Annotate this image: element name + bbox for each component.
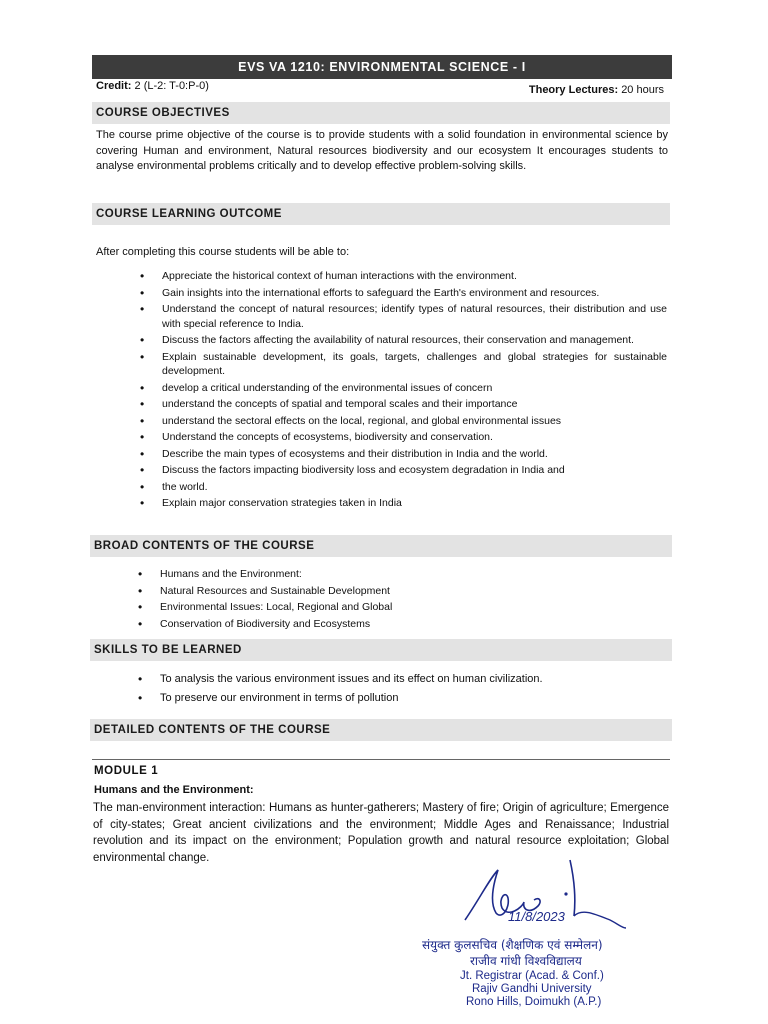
section-heading-skills: SKILLS TO BE LEARNED — [90, 639, 672, 661]
module-text: The man-environment interaction: Humans as hunter-gatherers; Mastery of fire; Origin of agriculture; Emergence of city-states; Great ancient civilizations and the environment; Middle Ages and Renaissance; Industrial revolution and its impact on the environment; Population growth and natural resource exploitation; Global environmental change. — [93, 802, 669, 864]
credit-label: Credit: — [96, 80, 132, 92]
list-item: • develop a critical understanding of the environmental issues of concern — [140, 381, 667, 396]
outcome-list — [140, 269, 667, 513]
list-item: • Environmental Issues: Local, Regional and Global — [138, 599, 658, 616]
list-item: • Describe the main types of ecosystems and their distribution in India and the world. — [140, 447, 667, 462]
list-item: • the world. — [140, 480, 667, 495]
seal-registrar-title: Jt. Registrar (Acad. & Conf.) — [460, 970, 604, 982]
seal-address: Rono Hills, Doimukh (A.P.) — [466, 996, 602, 1008]
divider — [92, 759, 670, 760]
section-heading-detailed-contents: DETAILED CONTENTS OF THE COURSE — [90, 719, 672, 741]
credit-line — [96, 80, 209, 92]
credit-value: 2 (L-2: T-0:P-0) — [134, 80, 209, 92]
list-item: • Gain insights into the international efforts to safeguard the Earth's environment and resources. — [140, 286, 667, 301]
theory-lectures-line — [529, 84, 664, 96]
module-title: MODULE 1 — [94, 765, 159, 777]
objectives-text: The course prime objective of the course is to provide students with a solid foundation in environmental science by covering Human and environment, Natural resources biodiversity and our ecosystem It encourages students to analyse environmental problems critically and to develop effective problem-solving skills. — [96, 129, 668, 172]
course-title: EVS VA 1210: ENVIRONMENTAL SCIENCE - I — [238, 60, 526, 74]
list-item: • Explain major conservation strategies taken in India — [140, 496, 667, 511]
theory-value: 20 hours — [621, 84, 664, 96]
list-item: • Explain sustainable development, its goals, targets, challenges and global strategies for sustainable development. — [140, 350, 667, 379]
list-item: • Understand the concept of natural resources; identify types of natural resources, their distribution and use with special reference to India. — [140, 302, 667, 331]
seal-hindi-title: संयुक्त कुलसचिव (शैक्षणिक एवं सम्मेलन) — [422, 938, 603, 952]
broad-contents-list — [138, 566, 658, 632]
list-item: • To analysis the various environment issues and its effect on human civilization. — [138, 670, 668, 689]
course-title-bar — [92, 55, 672, 79]
section-heading-broad-contents: BROAD CONTENTS OF THE COURSE — [90, 535, 672, 557]
list-item: • Discuss the factors affecting the availability of natural resources, their conservation and management. — [140, 333, 667, 348]
module-subtitle: Humans and the Environment: — [94, 784, 254, 796]
list-item: • To preserve our environment in terms of pollution — [138, 689, 668, 708]
list-item: • Appreciate the historical context of human interactions with the environment. — [140, 269, 667, 284]
list-item: • understand the sectoral effects on the local, regional, and global environmental issues — [140, 414, 667, 429]
list-item: • Conservation of Biodiversity and Ecosystems — [138, 616, 658, 633]
registrar-signature-block — [420, 858, 680, 1018]
section-heading-objectives: COURSE OBJECTIVES — [92, 102, 670, 124]
list-item: • Natural Resources and Sustainable Development — [138, 583, 658, 600]
signature-date: 11/8/2023 — [508, 909, 565, 924]
seal-university-name: Rajiv Gandhi University — [472, 983, 592, 995]
seal-hindi-university: राजीव गांधी विश्वविद्यालय — [470, 954, 582, 968]
list-item: • understand the concepts of spatial and temporal scales and their importance — [140, 397, 667, 412]
list-item: • Discuss the factors impacting biodiversity loss and ecosystem degradation in India and — [140, 463, 667, 478]
section-heading-outcome: COURSE LEARNING OUTCOME — [92, 203, 670, 225]
skills-list — [138, 670, 668, 708]
outcome-intro: After completing this course students will be able to: — [96, 246, 350, 258]
handwritten-signature-icon — [450, 858, 650, 938]
theory-label: Theory Lectures: — [528, 84, 619, 96]
list-item: • Understand the concepts of ecosystems, biodiversity and conservation. — [140, 430, 667, 445]
list-item: • Humans and the Environment: — [138, 566, 658, 583]
